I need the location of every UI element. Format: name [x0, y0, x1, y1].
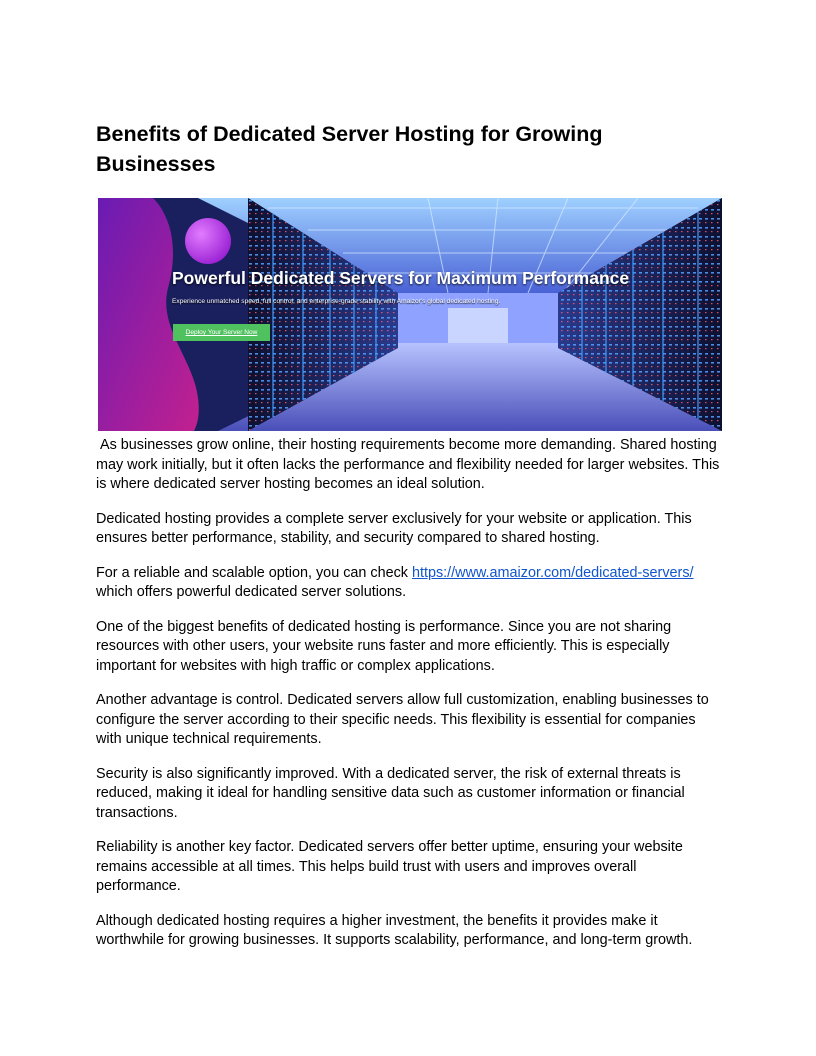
article-body — [96, 436, 724, 966]
banner-headline: Powerful Dedicated Servers for Maximum Performance — [172, 268, 630, 288]
paragraph-recommendation-lead: For a reliable and scalable option, you can check — [96, 564, 412, 581]
paragraph-definition: Dedicated hosting provides a complete server exclusively for your website or application. This ensures better performance, stability, and security compared to shared hosting. — [96, 510, 692, 546]
paragraph-security: Security is also significantly improved. With a dedicated server, the risk of external threats is reduced, making it ideal for handling sensitive data such as customer information or financial transactions. — [96, 765, 685, 821]
paragraph-reliability: Reliability is another key factor. Dedicated servers offer better uptime, ensuring your website remains accessible at all times. This helps build trust with users and improves overall performance. — [96, 839, 683, 894]
paragraph-intro: As businesses grow online, their hosting requirements become more demanding. Shared hosting may work initially, but it often lacks the performance and flexibility needed for larger websites. This is where dedicated server hosting becomes an ideal solution. — [96, 437, 724, 492]
paragraph-performance: One of the biggest benefits of dedicated hosting is performance. Since you are not sharing resources with other users, your website runs faster and more efficiently. This is especially important for websites with high traffic or complex applications. — [96, 618, 672, 674]
paragraph-recommendation — [96, 564, 720, 603]
dedicated-servers-link[interactable]: https://www.amaizor.com/dedicated-servers/ — [411, 564, 694, 581]
banner-subheadline: Experience unmatched speed, full control, and enterprise-grade stability with Amaizor's global dedicated hosting. — [172, 298, 501, 305]
deploy-server-button[interactable]: Deploy Your Server Now — [173, 324, 270, 341]
hero-banner-image — [98, 198, 722, 431]
paragraph-control: Another advantage is control. Dedicated servers allow full customization, enabling businesses to configure the server according to their specific needs. This flexibility is essential for companies with unique technical requirements. — [96, 692, 709, 747]
paragraph-recommendation-tail: which offers powerful dedicated server solutions. — [96, 584, 407, 600]
page-title: Benefits of Dedicated Server Hosting for Growing Businesses — [96, 122, 603, 176]
paragraph-conclusion: Although dedicated hosting requires a higher investment, the benefits it provides make it worthwhile for growing businesses. It supports scalability, performance, and long-term growth. — [96, 912, 693, 948]
datacenter-illustration — [98, 198, 722, 431]
